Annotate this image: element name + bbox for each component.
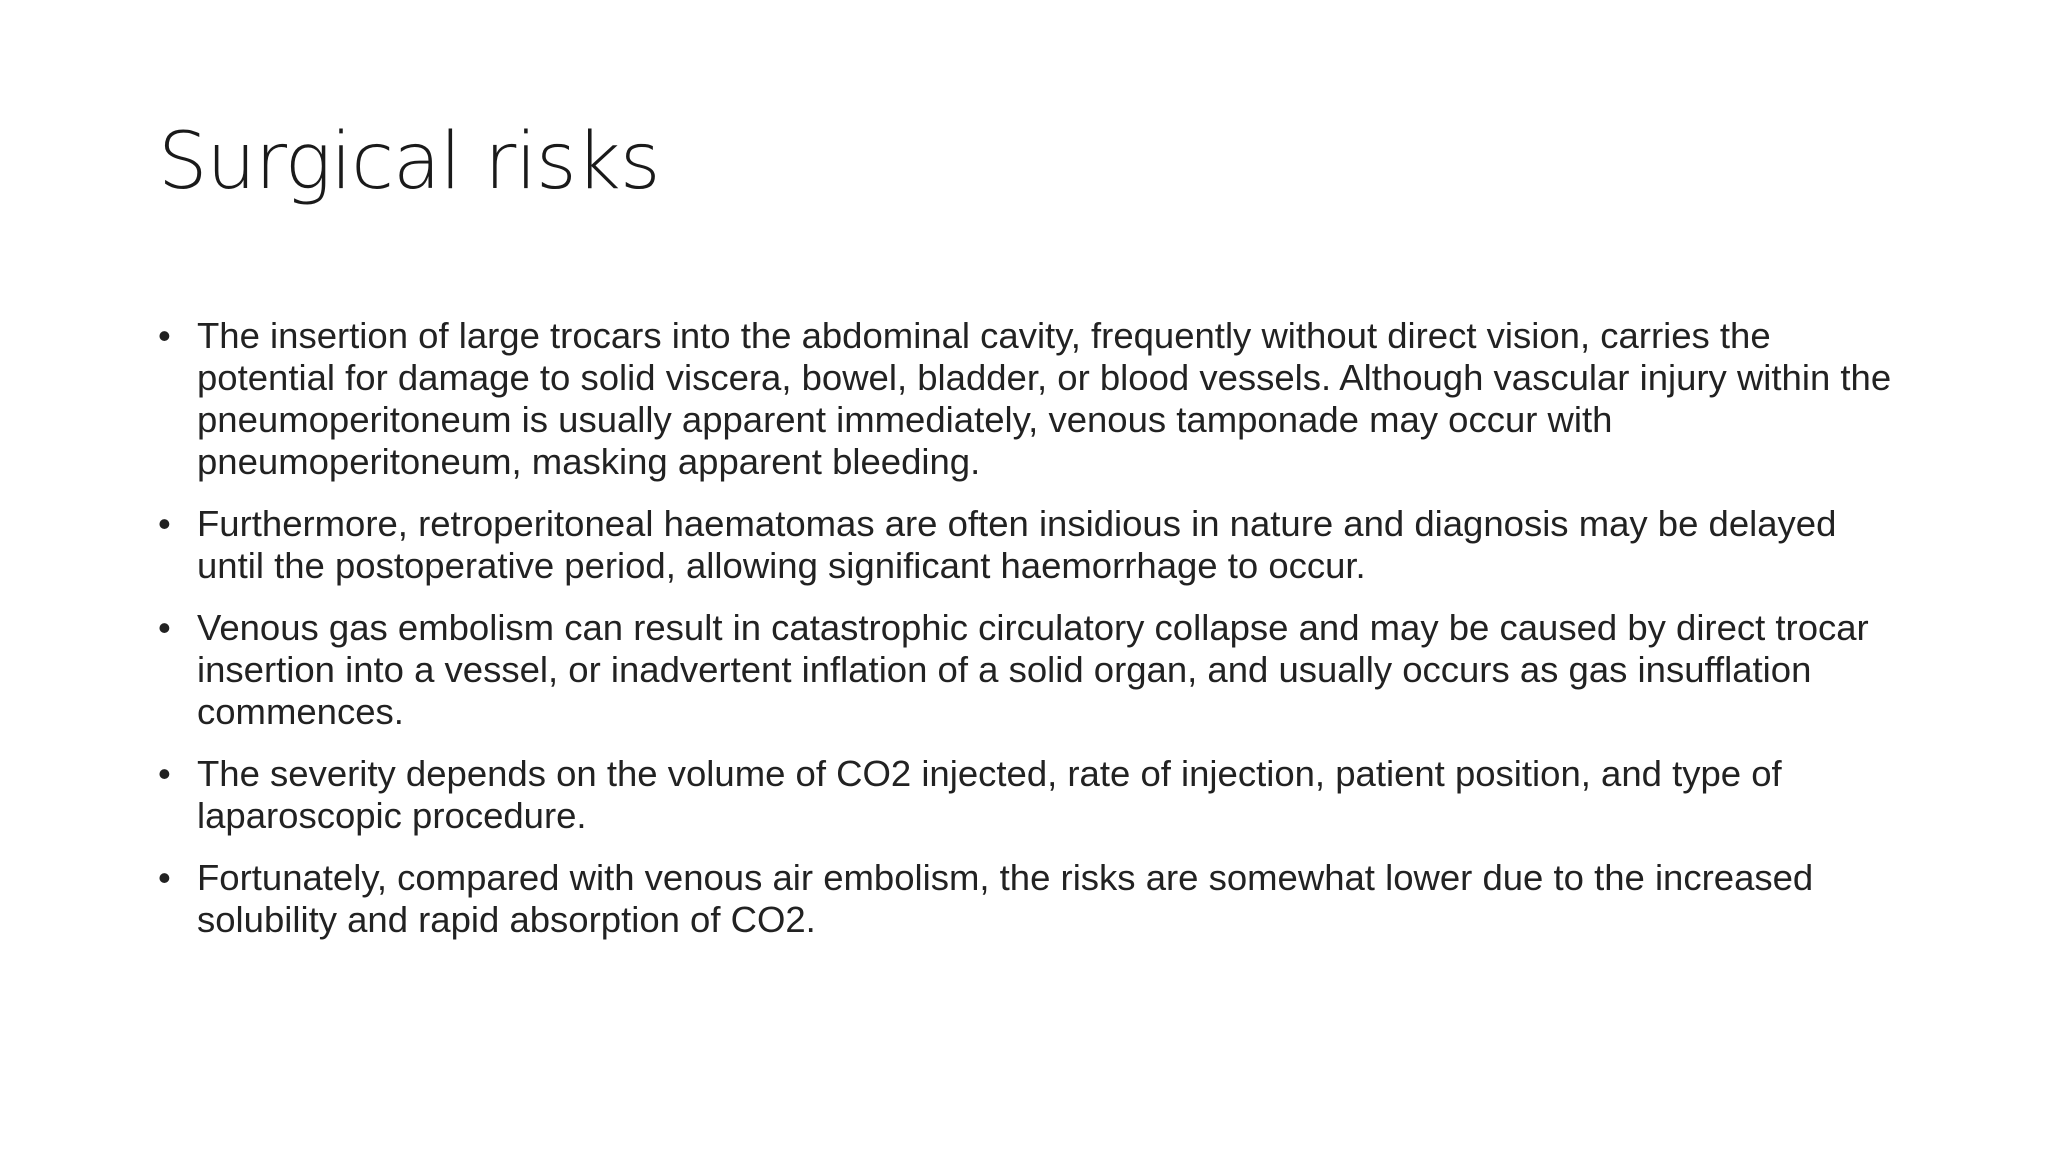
bullet-text: Fortunately, compared with venous air embolism, the risks are somewhat lower due to the increased solubility and rapid absorption of CO2.: [197, 857, 1814, 940]
bullet-dot: •: [158, 607, 171, 648]
bullet-item: [158, 315, 1898, 483]
bullet-dot: •: [158, 857, 171, 898]
bullet-item: [158, 753, 1898, 837]
bullet-list: [158, 315, 1898, 961]
bullet-item: [158, 857, 1898, 941]
bullet-item: [158, 503, 1898, 587]
bullet-item: [158, 607, 1898, 733]
bullet-dot: •: [158, 315, 171, 356]
slide-title: Surgical risks: [158, 117, 660, 207]
bullet-text: The insertion of large trocars into the abdominal cavity, frequently without direct vision, carries the potential for damage to solid viscera, bowel, bladder, or blood vessels. Although vascular injury within the pneumoperitoneum is usually apparent immediately, venous tamponade may occur with pneumoperitoneum, masking apparent bleeding.: [197, 315, 1892, 482]
bullet-dot: •: [158, 753, 171, 794]
bullet-dot: •: [158, 503, 171, 544]
bullet-text: Venous gas embolism can result in catastrophic circulatory collapse and may be caused by direct trocar insertion into a vessel, or inadvertent inflation of a solid organ, and usually occurs as gas insufflation commences.: [197, 607, 1869, 732]
bullet-text: Furthermore, retroperitoneal haematomas are often insidious in nature and diagnosis may be delayed until the postoperative period, allowing significant haemorrhage to occur.: [197, 503, 1837, 586]
bullet-text: The severity depends on the volume of CO2 injected, rate of injection, patient position, and type of laparoscopic procedure.: [197, 753, 1782, 836]
